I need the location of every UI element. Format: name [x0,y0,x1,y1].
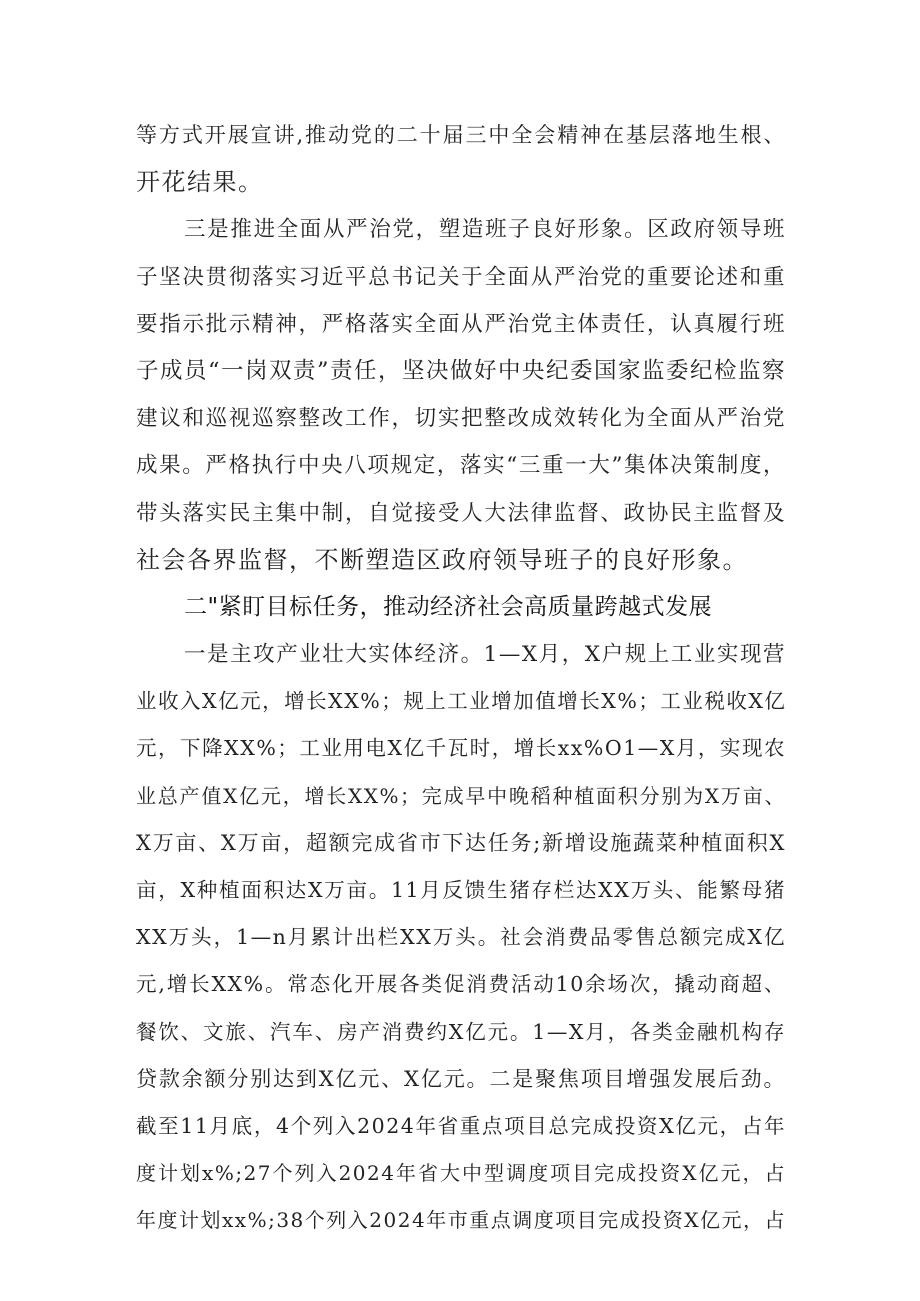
body-text [136,112,786,1245]
text-line: 贷款余额分别达到X亿元、X亿元。二是聚焦项目增强发展后劲。 [136,1066,786,1091]
text-line: 社会各界监督，不断塑造区政府领导班子的良好形象。 [136,545,748,574]
text-line: 年度计划xx%;38个列入2024年市重点调度项目完成投资X亿元，占 [136,1208,786,1233]
text-line: 业收入X亿元，增长XX%；规上工业增加值增长X%；工业税收X亿 [136,689,786,714]
text-line: 要指示批示精神，严格落实全面从严治党主体责任，认真履行班 [136,311,786,337]
text-line: 开花结果。 [136,168,264,197]
text-line: 元,增长XX%。常态化开展各类促消费活动10余场次，撬动商超、 [136,972,786,997]
text-line: 截至11月底，4个列入2024年省重点项目总完成投资X亿元，占年 [136,1113,786,1138]
section-heading: 二"紧盯目标任务，推动经济社会高质量跨越式发展 [184,593,713,620]
text-line: 业总产值X亿元，增长XX%；完成早中晚稻种植面积分别为X万亩、 [136,783,786,808]
text-line: X万亩、X万亩，超额完成省市下达任务;新增设施蔬菜种植面积X [136,830,786,855]
text-line: 度计划x%;27个列入2024年省大中型调度项目完成投资X亿元，占 [136,1161,786,1186]
text-line: 元，下降XX%；工业用电X亿千瓦时，增长xx%O1—X月，实现农 [136,736,786,761]
text-line: 建议和巡视巡察整改工作，切实把整改成效转化为全面从严治党 [136,406,786,432]
text-line: 亩，X种植面积达X万亩。11月反馈生猪存栏达XX万头、能繁母猪 [136,878,786,902]
text-line: 餐饮、文旅、汽车、房产消费约X亿元。1—X月，各类金融机构存 [136,1019,786,1044]
text-line: 带头落实民主集中制，自觉接受人大法律监督、政协民主监督及 [136,500,786,526]
text-line: XX万头，1—n月累计出栏XX万头。社会消费品零售总额完成X亿 [136,925,786,950]
text-line: 成果。严格执行中央八项规定，落实“三重一大”集体决策制度， [136,453,786,479]
text-line: 一是主攻产业壮大实体经济。1—X月，X户规上工业实现营 [184,642,786,668]
text-line: 子坚决贯彻落实习近平总书记关于全面从严治党的重要论述和重 [136,264,786,290]
text-line: 等方式开展宣讲,推动党的二十届三中全会精神在基层落地生根、 [136,123,786,147]
text-line: 三是推进全面从严治党，塑造班子良好形象。区政府领导班 [184,217,786,243]
text-line: 子成员“一岗双责”责任，坚决做好中央纪委国家监委纪检监察 [136,357,786,384]
